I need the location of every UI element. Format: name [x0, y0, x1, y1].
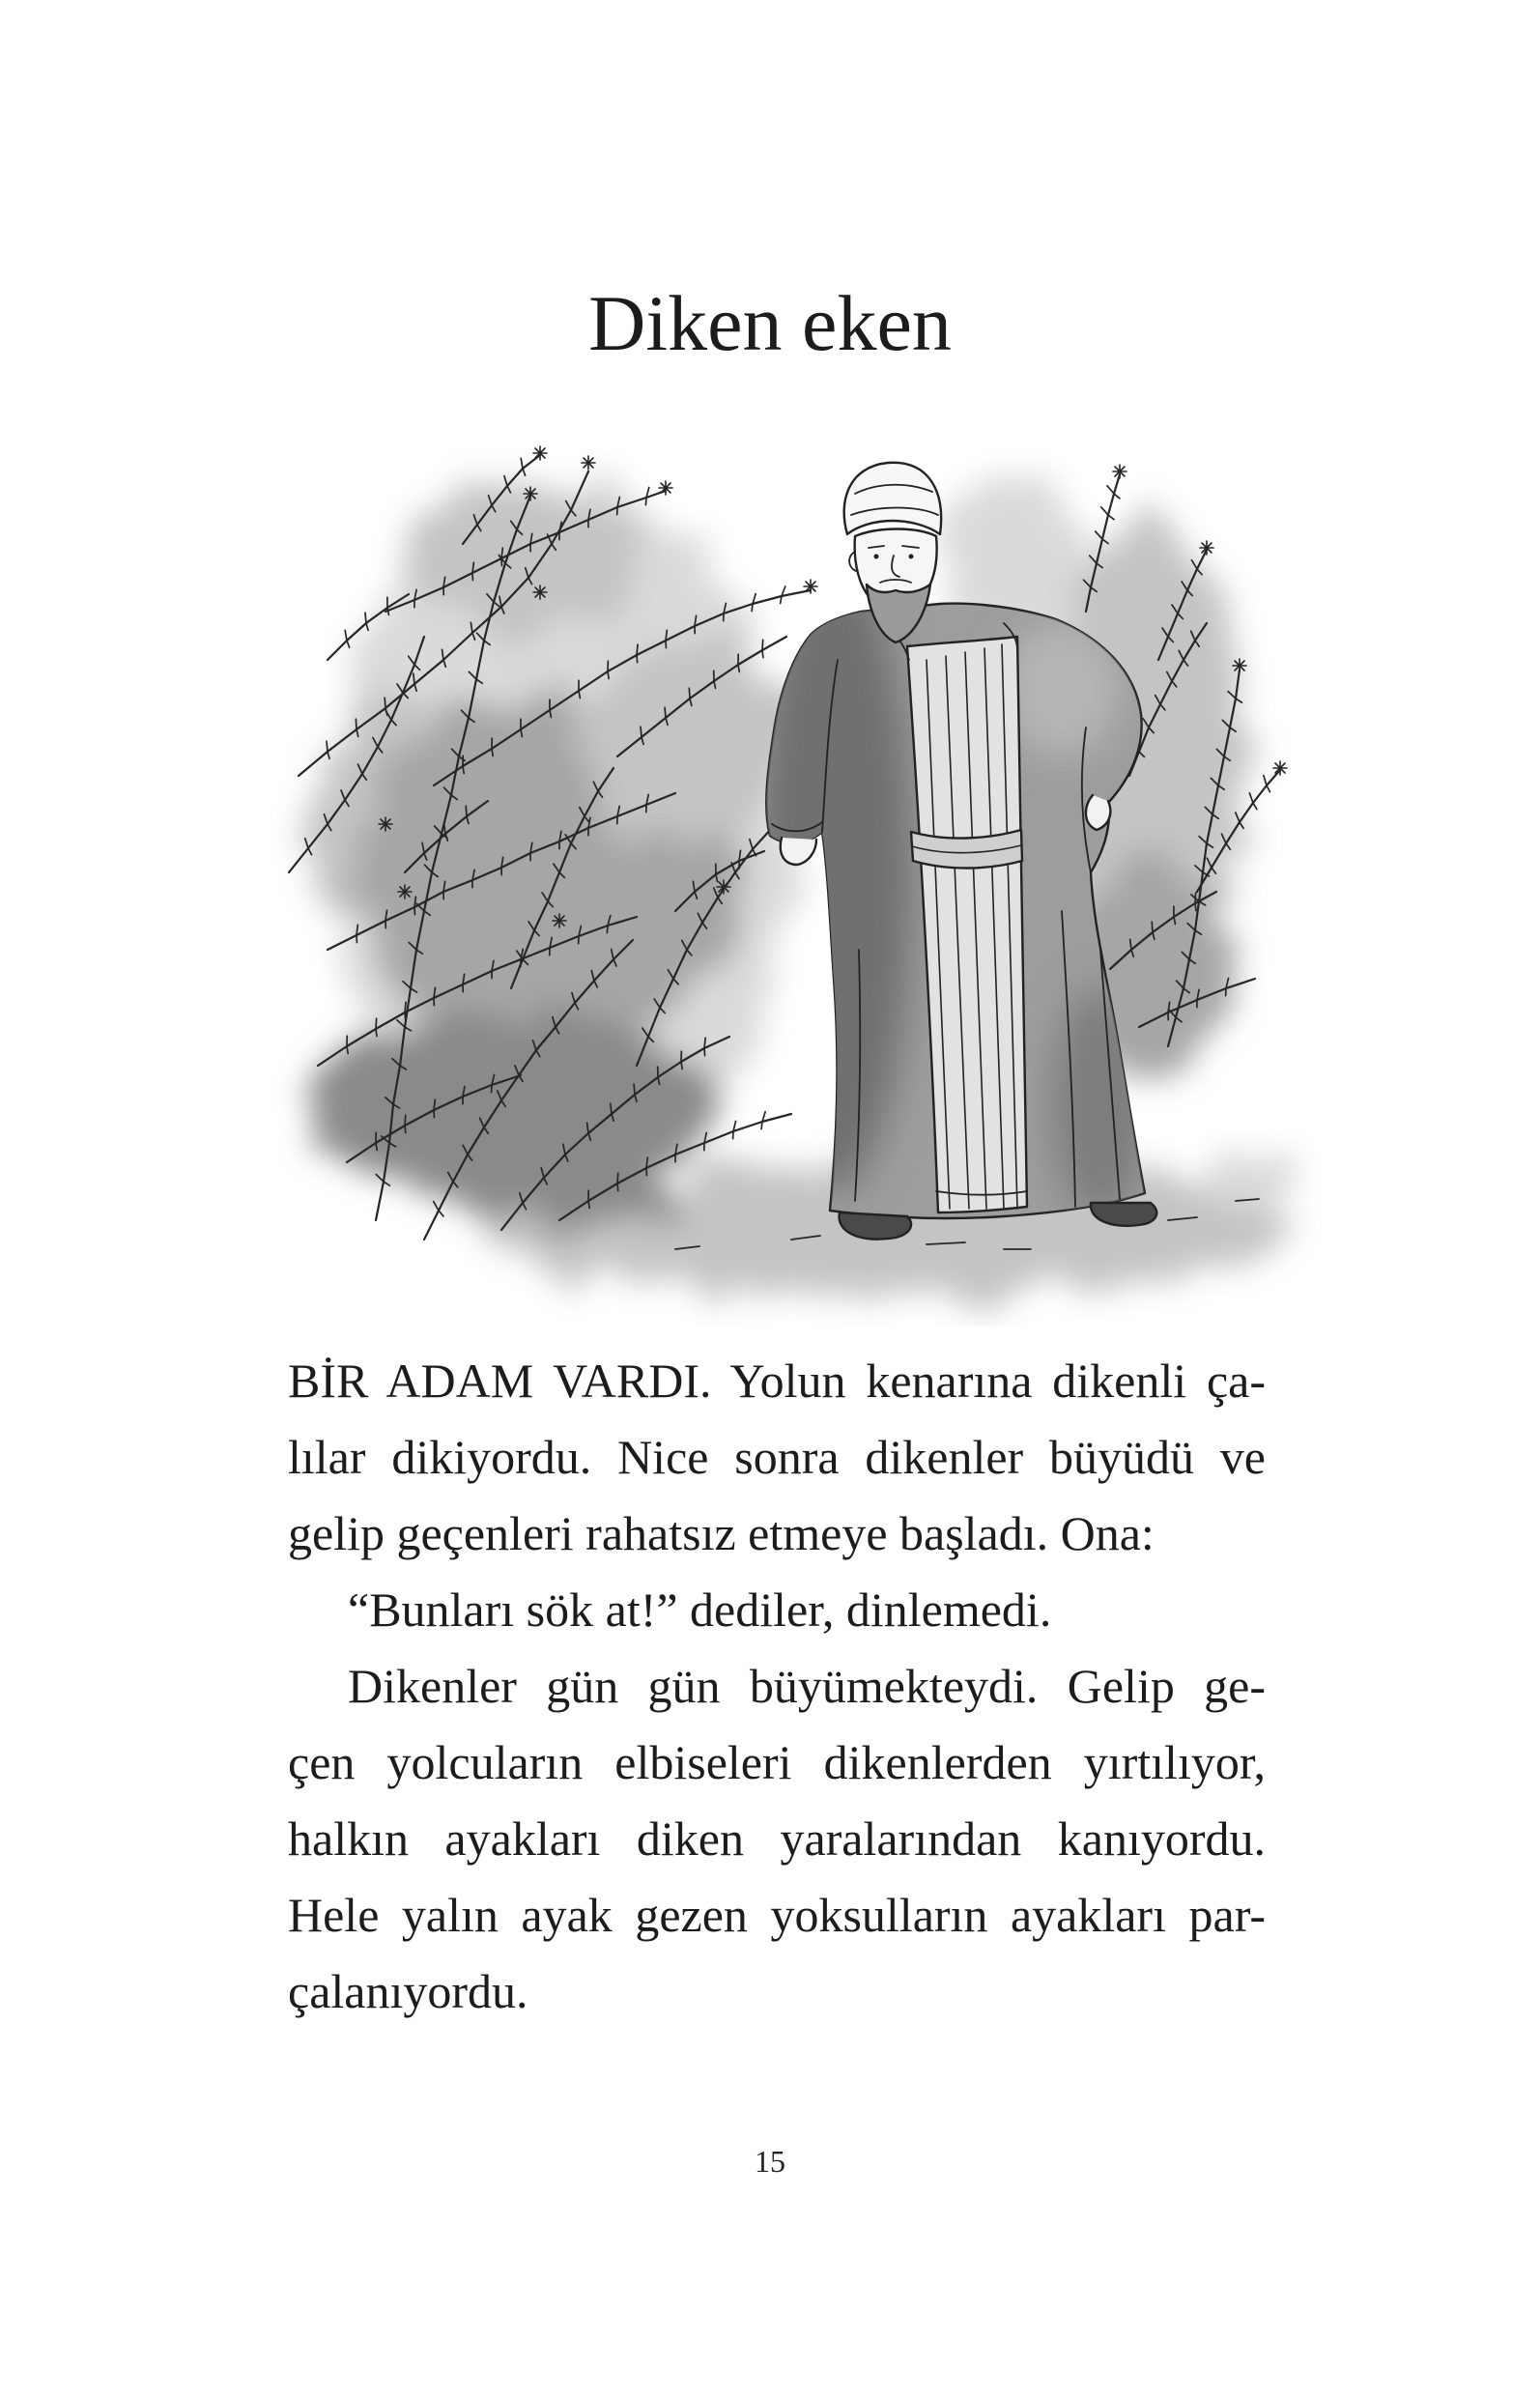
- text-line: [288, 1343, 1266, 1419]
- page-number: 15: [755, 2144, 785, 2179]
- opening-caps: BİR ADAM VARDI.: [288, 1354, 712, 1408]
- text-line: çen yolcuların elbiseleri dikenlerden yırtılıyor,: [288, 1735, 1266, 1789]
- text-segment: Yolun kenarına dikenli ça-: [729, 1354, 1266, 1408]
- story-text: [288, 1343, 1266, 2030]
- text-line: Hele yalın ayak gezen yoksulların ayakları par-: [288, 1888, 1266, 1942]
- left-hand: [781, 838, 816, 865]
- turban: [844, 463, 941, 534]
- text-line: “Bunları sök at!” dediler, dinlemedi.: [348, 1583, 1052, 1637]
- text-line: çalanıyordu.: [288, 1964, 528, 2018]
- text-line: lılar dikiyordu. Nice sonra dikenler büyüdü ve: [288, 1430, 1266, 1484]
- illustration: [270, 370, 1332, 1326]
- text-line: halkın ayakları diken yaralarından kanıyordu.: [288, 1811, 1266, 1866]
- text-line: gelip geçenleri rahatsız etmeye başladı. Ona:: [288, 1506, 1155, 1560]
- chapter-title: Diken eken: [588, 279, 952, 367]
- text-line: Dikenler gün gün büyümekteydi. Gelip ge-: [348, 1659, 1266, 1713]
